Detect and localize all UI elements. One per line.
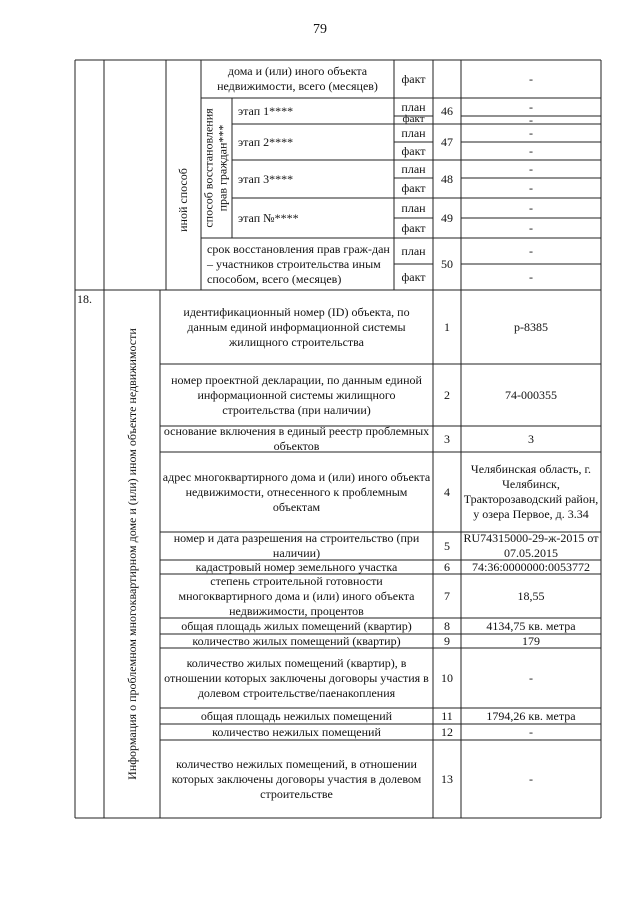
stage-fact-value: -: [529, 180, 533, 195]
row-label: номер проектной декларации, по данным единой информационной системы жилищного строительства (при наличии): [171, 372, 422, 417]
row-label: кадастровый номер земельного участка: [195, 559, 398, 574]
row-number: 3: [444, 431, 450, 446]
row-label: количество нежилых помещений, в отношении которых заключены договоры участия в долевом строительстве: [171, 756, 422, 801]
row-value: 18,55: [517, 588, 545, 603]
term-plan-value: -: [529, 243, 533, 258]
row-value: 74-000355: [505, 387, 557, 402]
stage-plan-value: -: [529, 125, 533, 140]
fact-label: факт: [401, 180, 426, 195]
term-fact-value: -: [529, 269, 533, 284]
row-value: -: [529, 670, 533, 685]
term-number: 50: [441, 256, 453, 271]
stage-number: 49: [441, 210, 453, 225]
fact-label: факт: [401, 143, 426, 158]
row-value: -: [529, 724, 533, 739]
total-fact-kind: факт: [401, 71, 426, 86]
stage-label: этап 2****: [238, 134, 294, 149]
row-value: 4134,75 кв. метра: [486, 618, 576, 633]
row-value: Челябинская область, г. Челябинск, Тракторозаводский район, у озера Первое, д. 3.34: [463, 462, 599, 521]
row-value: RU74315000-29-ж-2015 от 07.05.2015: [463, 531, 599, 560]
other-method-label: иной способ: [175, 168, 190, 232]
row-number: 7: [444, 588, 450, 603]
row-label: номер и дата разрешения на строительство (при наличии): [173, 531, 420, 560]
fact-label: факт: [401, 220, 426, 235]
restore-term-label: срок восстановления прав граж-дан – участников строительства иным способом, всего (месяцев): [207, 241, 390, 286]
plan-label: план: [401, 125, 426, 140]
row-number: 10: [441, 670, 453, 685]
total-fact-value: -: [529, 71, 533, 86]
stage-plan-value: -: [529, 161, 533, 176]
row-number: 4: [444, 484, 450, 499]
total-fact-label: дома и (или) иного объекта недвижимости, всего (месяцев): [217, 64, 378, 93]
stage-fact-value: -: [529, 220, 533, 235]
row-value: 179: [522, 633, 540, 648]
fact-label: факт: [402, 113, 425, 126]
row-label: количество жилых помещений (квартир): [192, 633, 401, 648]
row-number: 12: [441, 724, 453, 739]
row-label: основание включения в единый реестр проблемных объектов: [163, 424, 430, 453]
section-number: 18.: [77, 291, 92, 306]
fact-label: факт: [401, 269, 426, 284]
row-label: идентификационный номер (ID) объекта, по данным единой информационной системы жилищного строительства: [183, 304, 410, 349]
row-label: количество нежилых помещений: [212, 724, 381, 739]
stage-plan-value: -: [529, 200, 533, 215]
stage-number: 46: [441, 103, 453, 118]
section-vertical-title: Информация о проблемном многоквартирном доме и (или) ином объекте недвижимости: [124, 328, 139, 780]
row-label: степень строительной готовности многоквартирного дома и (или) иного объекта недвижимости, процентов: [178, 573, 415, 618]
stage-label: этап 1****: [238, 103, 294, 118]
stage-label: этап №****: [238, 210, 299, 225]
restore-method-label: способ восстановления прав граждан***: [201, 108, 230, 228]
plan-label: план: [401, 200, 426, 215]
plan-label: план: [401, 243, 426, 258]
row-number: 11: [441, 708, 453, 723]
row-value: 74:36:0000000:0053772: [471, 559, 590, 574]
stage-number: 47: [441, 134, 453, 149]
row-number: 13: [441, 771, 453, 786]
stage-number: 48: [441, 171, 453, 186]
plan-label: план: [401, 99, 426, 114]
page-number: 79: [313, 22, 327, 37]
plan-label: план: [401, 161, 426, 176]
stage-fact-value: -: [529, 112, 533, 127]
row-value: 1794,26 кв. метра: [486, 708, 576, 723]
stage-fact-value: -: [529, 143, 533, 158]
row-number: 9: [444, 633, 450, 648]
row-value: p-8385: [514, 319, 548, 334]
row-value: 3: [528, 431, 534, 446]
row-number: 1: [444, 319, 450, 334]
row-label: общая площадь нежилых помещений: [200, 708, 393, 723]
row-label: количество жилых помещений (квартир), в отношении которых заключены договоры участия в долевом строительстве/паенакопления: [164, 655, 429, 700]
row-label: адрес многоквартирного дома и (или) иного объекта недвижимости, отнесенного к проблемным объектам: [162, 469, 431, 514]
row-number: 2: [444, 387, 450, 402]
row-number: 5: [444, 538, 450, 553]
row-label: общая площадь жилых помещений (квартир): [181, 618, 412, 633]
row-value: -: [529, 771, 533, 786]
row-number: 8: [444, 618, 450, 633]
stage-plan-value: -: [529, 99, 533, 114]
stage-label: этап 3****: [238, 171, 294, 186]
row-number: 6: [444, 559, 450, 574]
